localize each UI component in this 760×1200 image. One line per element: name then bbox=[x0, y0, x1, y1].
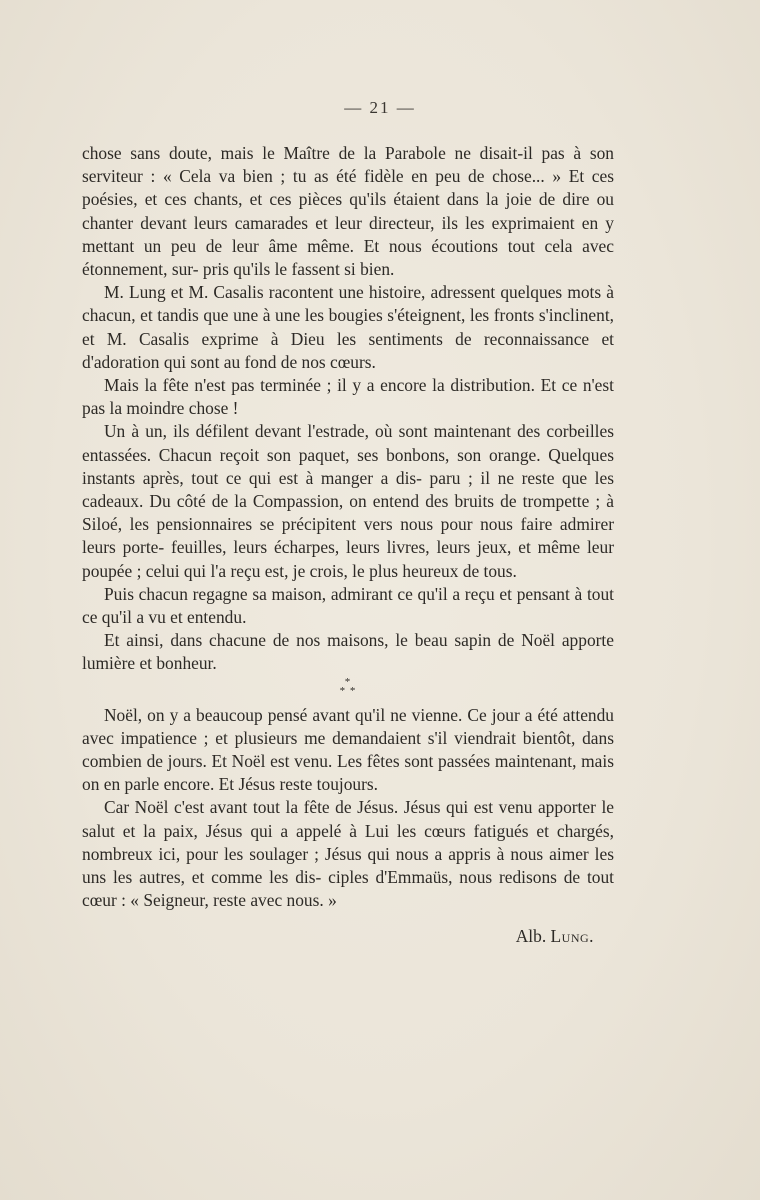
paragraph: M. Lung et M. Casalis racontent une histoire, adressent quelques mots à chacun, et tandis que une à une les bougies s'éteignent, les fronts s'inclinent, et M. Casalis exprime à Dieu les sentiments de reconnaissance et d'adoration qui sont au fond de nos cœurs. bbox=[82, 282, 614, 372]
page-number: — 21 — bbox=[344, 98, 416, 117]
paragraph: chose sans doute, mais le Maître de la Parabole ne disait-il pas à son serviteur : « Cela va bien ; tu as été fidèle en peu de chose... » Et ces poésies, et ces chants, et ces pièces qu'ils étaient dans la joie de dire ou chanter devant leurs camarades et leur directeur, ils les exprimaient en y mettant un peu de leur âme même. Et nous écoutions tout cela avec étonnement, sur- pris qu'ils le fassent si bien. bbox=[82, 143, 614, 280]
paragraph: Mais la fête n'est pas terminée ; il y a encore la distribution. Et ce n'est pas la moindre chose ! bbox=[82, 375, 614, 419]
signature-first: Alb. bbox=[515, 925, 547, 946]
signature-last: Lung. bbox=[550, 925, 594, 946]
asterism-top: * bbox=[344, 675, 352, 688]
paragraph: Et ainsi, dans chacune de nos maisons, le beau sapin de Noël apporte lumière et bonheur. bbox=[82, 630, 614, 674]
paragraph: Noël, on y a beaucoup pensé avant qu'il ne vienne. Ce jour a été attendu avec impatience ; et plusieurs me demandaient s'il viendrait bientôt, dans combien de jours. Et Noël est venu. Les fêtes sont passées maintenant, mais on en parle encore. Et Jésus reste toujours. bbox=[82, 704, 614, 795]
signature bbox=[82, 925, 614, 948]
paragraph: Puis chacun regagne sa maison, admirant ce qu'il a reçu et pensant à tout ce qu'il a vu et entendu. bbox=[82, 583, 614, 628]
asterism-bottom: * * bbox=[339, 684, 357, 697]
paragraph: Car Noël c'est avant tout la fête de Jésus. Jésus qui est venu apporter le salut et la paix, Jésus qui a appelé à Lui les cœurs fatigués et chargés, nombreux ici, pour les soulager ; Jésus qui nous a appris à nous aimer les uns les autres, et comme les dis- ciples d'Emmaüs, nous redisons de tout cœur : « Seigneur, reste avec nous. » bbox=[82, 797, 614, 911]
body-text bbox=[82, 142, 614, 948]
section-separator bbox=[82, 675, 614, 697]
paragraph: Un à un, ils défilent devant l'estrade, où sont maintenant des corbeilles entassées. Chacun reçoit son paquet, ses bonbons, son orange. Quelques instants après, tout ce qui est à manger a dis- paru ; il ne reste que les cadeaux. Du côté de la Compassion, on entend des bruits de trompette ; à Siloé, les pensionnaires se précipitent vers nous pour nous faire admirer leurs porte- feuilles, leurs écharpes, leurs livres, leurs jeux, et même leur poupée ; celui qui l'a reçu est, je crois, le plus heureux de tous. bbox=[82, 421, 614, 581]
